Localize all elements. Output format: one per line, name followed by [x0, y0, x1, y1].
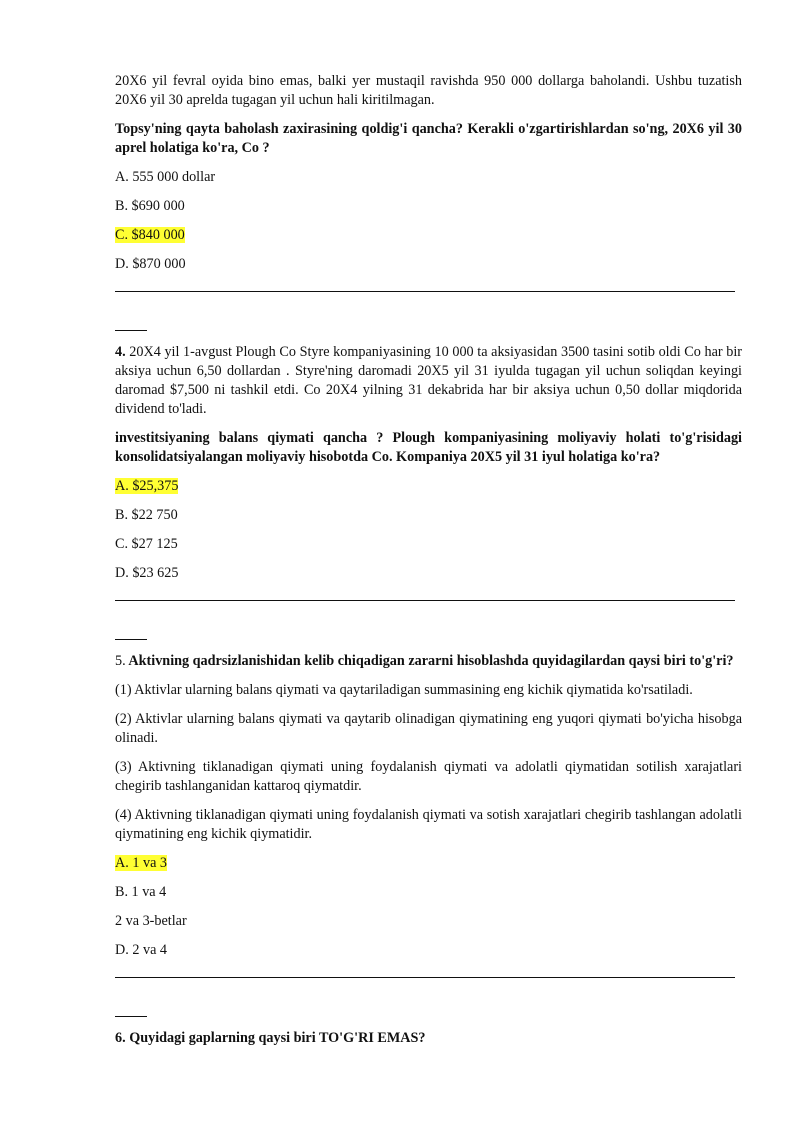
q5-option-c-text: 2 va 3-betlar — [115, 913, 187, 929]
q5-option-a — [115, 854, 742, 873]
q5-option-b — [115, 883, 742, 902]
q4-option-d-text: D. $23 625 — [115, 565, 179, 581]
q4-intro — [115, 343, 742, 419]
q4-option-a — [115, 477, 742, 496]
q5-option-a-highlighted: A. 1 va 3 — [115, 855, 168, 871]
q4-option-b — [115, 506, 742, 525]
q5-option-b-text: B. 1 va 4 — [115, 884, 167, 900]
separator-tail — [115, 311, 147, 331]
q3-intro: 20X6 yil fevral oyida bino emas, balki yer mustaqil ravishda 950 000 dollarga baholandi. Ushbu tuzatish 20X6 yil 30 aprelda tugagan yil uchun hali kiritilmagan. — [115, 73, 742, 108]
q4-option-c-text: C. $27 125 — [115, 536, 178, 552]
q3-option-c — [115, 226, 742, 245]
q3-option-b-text: B. $690 000 — [115, 198, 185, 214]
q4-number: 4. — [115, 344, 126, 360]
q5-option-d-text: D. 2 va 4 — [115, 942, 168, 958]
separator-line — [115, 977, 735, 997]
separator-line — [115, 600, 735, 620]
q3-option-b — [115, 197, 742, 216]
q4-option-c — [115, 535, 742, 554]
separator-tail — [115, 997, 147, 1017]
q5-question — [115, 652, 742, 671]
separator-tail — [115, 620, 147, 640]
q5-statement-3: (3) Aktivning tiklanadigan qiymati uning foydalanish qiymati va adolatli qiymatidan sotilish xarajatlari chegirib tashlanganidan kattaroq qiymatdir. — [115, 759, 742, 794]
q5-question-text: Aktivning qadrsizlanishidan kelib chiqadigan zararni hisoblashda quyidagilardan qaysi biri to'g'ri? — [128, 653, 734, 669]
q3-option-a-text: A. 555 000 dollar — [115, 169, 216, 185]
q3-option-d-text: D. $870 000 — [115, 256, 186, 272]
q3-option-a — [115, 168, 742, 187]
q5-option-c — [115, 912, 742, 931]
q4-intro-text: 20X4 yil 1-avgust Plough Co Styre kompaniyasining 10 000 ta aksiyasidan 3500 tasini sotib oldi Co har bir aksiya uchun 6,50 dollardan . Styre'ning daromadi 20X5 yil 31 iyulda tugagan yil uchun soliqdan keyingi daromad $7,500 ni tashkil etdi. Co 20X4 yilning 31 dekabrida har bir aksiya uchun 0,50 dollar miqdorida dividend to'ladi. — [115, 344, 742, 417]
q4-option-a-highlighted: A. $25,375 — [115, 478, 179, 494]
q4-option-d — [115, 564, 742, 583]
document-page — [115, 72, 742, 1058]
q4-question: investitsiyaning balans qiymati qancha ? Plough kompaniyasining moliyaviy holati to'g'risidagi konsolidatsiyalangan moliyaviy hisobotda Co. Kompaniya 20X5 yil 31 iyul holatiga ko'ra? — [115, 430, 742, 465]
q5-statement-4: (4) Aktivning tiklanadigan qiymati uning foydalanish qiymati va sotish xarajatlari chegirib tashlangan adolatli qiymatining eng kichik qiymatidir. — [115, 807, 742, 842]
q3-question: Topsy'ning qayta baholash zaxirasining qoldig'i qancha? Kerakli o'zgartirishlardan so'ng, 20X6 yil 30 aprel holatiga ko'ra, Co ? — [115, 121, 742, 156]
q5-statement-2: (2) Aktivlar ularning balans qiymati va qaytarib olinadigan qiymatining eng yuqori qiymati bo'yicha hisobga olinadi. — [115, 711, 742, 746]
q4-option-b-text: B. $22 750 — [115, 507, 178, 523]
q5-option-d — [115, 941, 742, 960]
q3-option-d — [115, 255, 742, 274]
q6-question: 6. Quyidagi gaplarning qaysi biri TO'G'RI EMAS? — [115, 1030, 426, 1046]
q5-statement-1: (1) Aktivlar ularning balans qiymati va qaytariladigan summasining eng kichik qiymatida ko'rsatiladi. — [115, 682, 693, 698]
separator-line — [115, 291, 735, 311]
q3-option-c-highlighted: C. $840 000 — [115, 227, 185, 243]
q5-number: 5. — [115, 653, 126, 669]
